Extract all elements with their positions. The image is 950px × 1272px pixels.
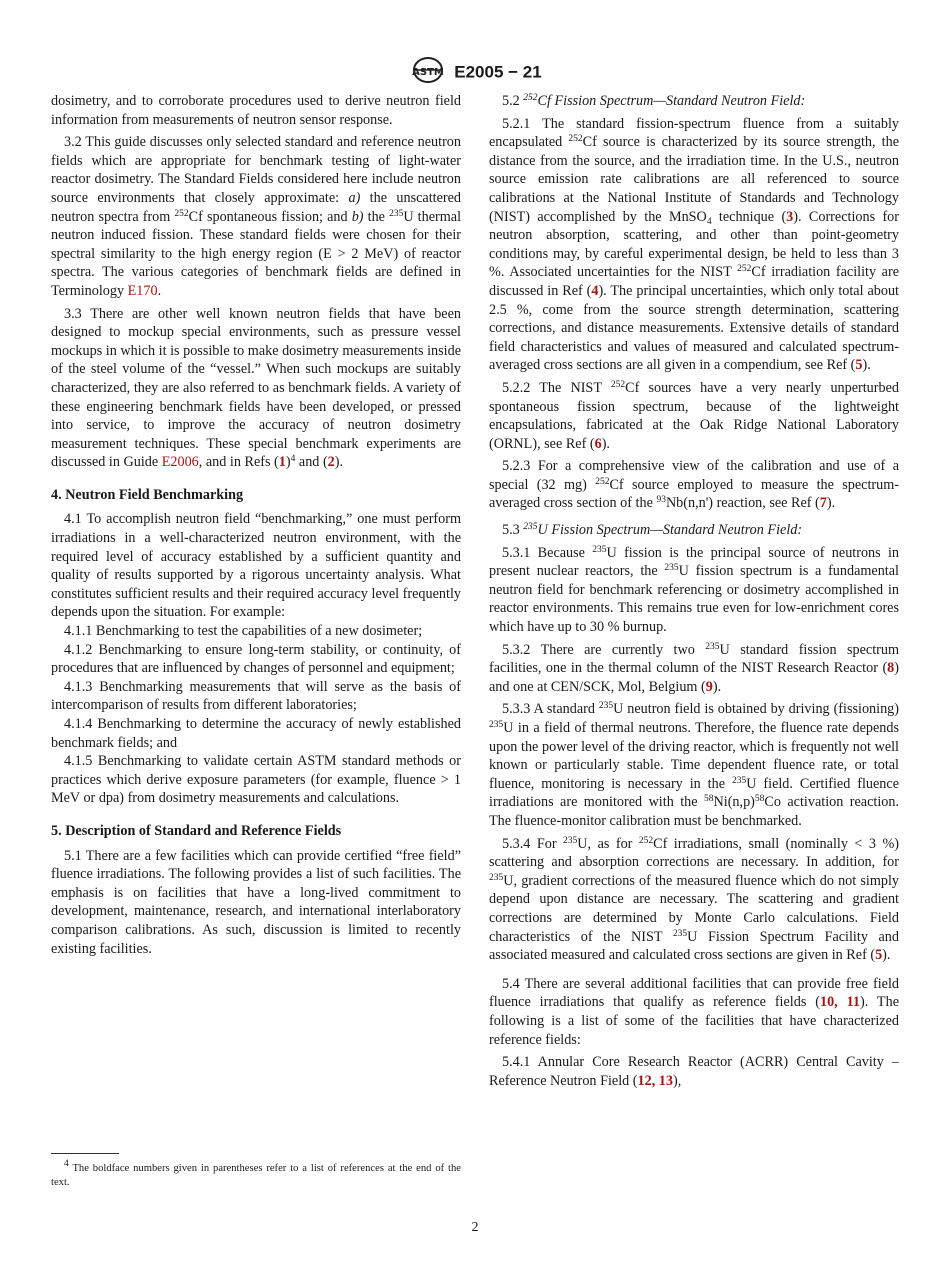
section-heading-4: 4. Neutron Field Benchmarking bbox=[51, 486, 244, 503]
paragraph-5-2-2: 5.2.2 The NIST $^{252}$Cf sources have a very nearly unperturbed spontaneous fission spectrum, because of the lightweight encapsulations, fabricated at the Oak Ridge National Laboratory (ORNL), see Ref (6). bbox=[489, 379, 899, 452]
paragraph-3-2: 3.2 This guide discusses only selected standard and reference neutron fields which are appropriate for benchmark testing of light-water reactor dosimetry. The Standard Fields considered here include neutron source environments that closely approximate: a) the unscattered neutron spectra from $^{252}$Cf spontaneous fission; and b) the $^{235}$U thermal neutron induced fission. These standard fields were chosen for their spectral similarity to the high energy region (E > 2 MeV) of reactor spectra. The various categories of benchmark fields are defined in Terminology E170. bbox=[51, 134, 462, 299]
ref-link-2[interactable]: 2 bbox=[327, 454, 335, 471]
document-designation: E2005 − 21 bbox=[454, 62, 542, 82]
paragraph-5-2-1: 5.2.1 The standard fission-spectrum fluence from a suitably encapsulated $^{252}$Cf source is characterized by its source strength, the distance from the source, and the irradiation time. In the U.S., neutron source emission rate calibrations are all referenced to source calibrations at the National Institute of Standards and Technology (NIST) accomplished by the MnSO$_4$ technique (3). Corrections for neutron absorption, scattering, and other than point-geometry conditions may, by careful experimental design, be held to less than 3 %. Associated uncertainties for the NIST $^{252}$Cf irradiation facility are discussed in Ref (4). The principal uncertainties, which only total about 2.5 %, come from the source strength determination, scattering corrections, and distance measurements. Extensive details of standard field characteristics and values of measured and calculated spectrum-averaged cross sections are all given in a compendium, see Ref (5). bbox=[489, 115, 900, 374]
paragraph-5-4: 5.4 There are several additional facilities that can provide free field fluence irradiations that qualify as reference fields (10, 11). The following is a list of some of the facilities that have characterized reference fields: bbox=[489, 975, 899, 1048]
paragraph-4-1: 4.1 To accomplish neutron field “benchmarking,” one must perform irradiations in a well-characterized neutron environment, with the required level of accuracy established by a sufficient quantity and quality of results supported by a rigorous uncertainty analysis. What constitutes sufficient results and their required accuracy level frequently depends upon the situation. For example: bbox=[51, 511, 461, 621]
paragraph-5-3-1: 5.3.1 Because $^{235}$U fission is the principal source of neutrons in present nuclear reactors, the $^{235}$U fission spectrum is a fundamental neutron field for benchmark referencing or dosimetry accomplished in reactor environments. This remains true even for low-enrichment cores which have up to 30 % burnup. bbox=[489, 544, 899, 636]
ref-link-4[interactable]: 4 bbox=[591, 282, 599, 299]
ref-link-10-11[interactable]: 10, 11 bbox=[819, 994, 861, 1011]
paragraph-4-1-4: 4.1.4 Benchmarking to determine the accuracy of newly established benchmark fields; and bbox=[51, 716, 461, 751]
ref-link-5b[interactable]: 5 bbox=[875, 947, 883, 964]
svg-text:ASTM: ASTM bbox=[412, 67, 445, 78]
paragraph-3-3: 3.3 There are other well known neutron fields that have been designed to mockup special environments, such as pressure vessel mockups in which it is possible to make dosimetry measurements inside of the steel volume of the “vessel.” When such mockups are suitably characterized, they are also referred to as benchmark fields. A variety of these engineering benchmark fields have been developed, or pressed into service, to improve the accuracy of neutron dosimetry measurement techniques. These special benchmark experiments are discussed in Guide E2006, and in Refs $(1)^4$ and (2). bbox=[51, 305, 461, 471]
link-e2006[interactable]: E2006 bbox=[161, 454, 199, 471]
subsection-heading-5-2: 5.2 $^{252}$Cf Fission Spectrum—Standard Neutron Field: bbox=[502, 93, 806, 109]
paragraph-3-1-continued: dosimetry, and to corroborate procedures used to derive neutron field information from measurements of neutron sensor response. bbox=[51, 93, 461, 128]
ref-link-3[interactable]: 3 bbox=[786, 208, 794, 225]
paragraph-5-1: 5.1 There are a few facilities which can provide certified “free field” fluence irradiations. The following provides a list of such facilities. The emphasis is on facilities that have a long-lived commitment to development, maintenance, research, and international interlaboratory comparison calibrations. As such, discussion is limited to recently existing facilities. bbox=[51, 847, 461, 957]
paragraph-4-1-2: 4.1.2 Benchmarking to ensure long-term stability, or continuity, of procedures that are influenced by changes of personnel and equipment; bbox=[51, 641, 461, 677]
paragraph-4-1-5: 4.1.5 Benchmarking to validate certain ASTM standard methods or practices which derive exposure parameters (for example, fluence > 1 MeV or dpa) from dosimetry measurements and calculations. bbox=[51, 753, 461, 807]
paragraph-5-4-1: 5.4.1 Annular Core Research Reactor (ACRR) Central Cavity – Reference Neutron Field (12, 13), bbox=[489, 1054, 899, 1089]
paragraph-5-2-3: 5.2.3 For a comprehensive view of the calibration and use of a special (32 mg) $^{252}$Cf source employed to measure the spectrum-averaged cross section of the $^{93}$Nb(n,n') reaction, see Ref (7). bbox=[489, 458, 900, 512]
footnote: $^4$ The boldface numbers given in parentheses refer to a list of references at the end of the text. bbox=[51, 1159, 461, 1188]
paragraph-4-1-3: 4.1.3 Benchmarking measurements that will serve as the basis of intercomparison of results from different laboratories; bbox=[51, 678, 461, 714]
page-header bbox=[0, 56, 950, 89]
paragraph-5-3-3: 5.3.3 A standard $^{235}$U neutron field is obtained by driving (fissioning) $^{235}$U in a field of thermal neutrons. Therefore, the fluence rate depends upon the power level of the driving reactor, which is frequently not well known or particularly stable. Time dependent fluence rate, or total fluence, monitoring is necessary in the $^{235}$U field. Certified fluence irradiations are monitored with the $^{58}Ni(n,p)^{58}Co$ activation reaction. The fluence-monitor calibration must be benchmarked. bbox=[489, 701, 899, 829]
subsection-heading-5-3: 5.3 $^{235}$U Fission Spectrum—Standard Neutron Field: bbox=[502, 522, 803, 539]
link-e170[interactable]: E170 bbox=[127, 282, 158, 299]
ref-link-12-13[interactable]: 12, 13 bbox=[637, 1072, 673, 1089]
footnote-marker: 4 bbox=[290, 454, 296, 465]
paragraph-5-3-2: 5.3.2 There are currently two $^{235}$U standard fission spectrum facilities, one in the thermal column of the NIST Research Reactor (8) and one at CEN/SCK, Mol, Belgium (9). bbox=[489, 641, 899, 695]
ref-link-1[interactable]: 1 bbox=[278, 454, 286, 471]
paragraph-4-1-1: 4.1.1 Benchmarking to test the capabilities of a new dosimeter; bbox=[64, 623, 423, 640]
section-heading-5: 5. Description of Standard and Reference Fields bbox=[51, 822, 342, 839]
right-column bbox=[489, 92, 899, 1090]
footnote-rule bbox=[51, 1153, 119, 1154]
ref-link-5[interactable]: 5 bbox=[855, 357, 863, 374]
ref-link-8[interactable]: 8 bbox=[887, 660, 895, 677]
paragraph-5-3-4: 5.3.4 For $^{235}$U, as for $^{252}$Cf irradiations, small (nominally < 3 %) scattering and absorption corrections are necessary. In addition, for $^{235}$U, gradient corrections of the measured fluence which do not simply depend upon distance are necessary. The scattering and gradient corrections are determined by Monte Carlo calculations. Field characteristics of the NIST $^{235}$U Fission Spectrum Facility and associated measured and calculated cross sections are given in Ref (5). bbox=[489, 835, 899, 964]
page-number: 2 bbox=[471, 1220, 479, 1235]
left-column bbox=[51, 92, 461, 958]
ref-link-6[interactable]: 6 bbox=[594, 435, 602, 452]
astm-logo-icon bbox=[408, 56, 448, 89]
ref-link-7[interactable]: 7 bbox=[819, 495, 827, 512]
ref-link-9[interactable]: 9 bbox=[705, 678, 713, 695]
